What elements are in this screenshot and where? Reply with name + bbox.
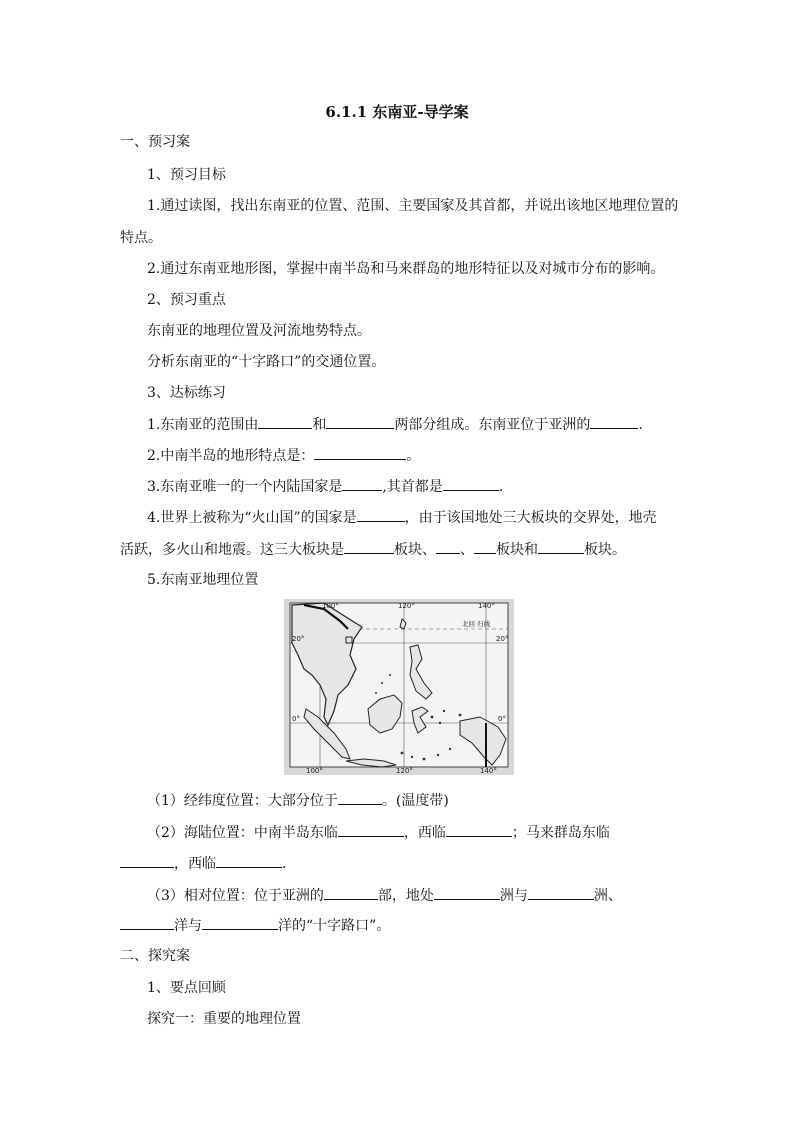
sub-question-2-line-b: ，西临 . bbox=[120, 853, 286, 874]
map-label: 20° bbox=[292, 635, 305, 643]
sub-question-3-line-a: （3）相对位置：位于亚洲的 部，地处 洲与 洲、 bbox=[147, 885, 622, 906]
subheading-practice: 3、达标练习 bbox=[147, 385, 226, 401]
blank[interactable] bbox=[342, 476, 382, 491]
blank[interactable] bbox=[474, 539, 496, 554]
question-1: 1.东南亚的范围由 和 两部分组成。东南亚位于亚洲的 . bbox=[147, 414, 643, 435]
focus-2: 分析东南亚的“十字路口”的交通位置。 bbox=[147, 354, 386, 370]
blank[interactable] bbox=[258, 414, 312, 429]
page-title: 6.1.1 东南亚-导学案 bbox=[325, 103, 469, 121]
blank[interactable] bbox=[216, 853, 282, 868]
question-4-line-b: 活跃，多火山和地震。这三大板块是 板块、 、 板块和 板块。 bbox=[120, 539, 626, 560]
map-label: 140° bbox=[478, 602, 495, 610]
subheading-goals: 1、预习目标 bbox=[147, 167, 226, 183]
blank[interactable] bbox=[202, 915, 278, 930]
hainan bbox=[346, 637, 352, 643]
map-label: 0° bbox=[498, 715, 506, 723]
question-4-line-a: 4.世界上被称为“火山国”的国家是 ，由于该国地处三大板块的交界处，地壳 bbox=[147, 507, 657, 528]
map-label: 100° bbox=[306, 767, 323, 775]
map-label: 140° bbox=[480, 767, 497, 775]
sub-question-3-line-b: 洋与 洋的“十字路口”。 bbox=[120, 915, 390, 936]
blank[interactable] bbox=[443, 476, 499, 491]
subheading-focus: 2、预习重点 bbox=[147, 292, 226, 308]
goal-1-line-b: 特点。 bbox=[120, 230, 162, 246]
map-label: 0° bbox=[292, 715, 300, 723]
southeast-asia-map bbox=[284, 599, 514, 775]
blank[interactable] bbox=[120, 853, 174, 868]
blank[interactable] bbox=[357, 507, 405, 522]
question-3: 3.东南亚唯一的一个内陆国家是 ,其首都是 . bbox=[147, 476, 503, 497]
map-label: 100° bbox=[322, 602, 339, 610]
blank[interactable] bbox=[338, 822, 404, 837]
explore-1: 探究一：重要的地理位置 bbox=[147, 1011, 301, 1027]
focus-1: 东南亚的地理位置及河流地势特点。 bbox=[147, 323, 371, 339]
map-label: 20° bbox=[496, 635, 509, 643]
question-5: 5.东南亚地理位置 bbox=[147, 572, 259, 588]
blank[interactable] bbox=[528, 885, 594, 900]
blank[interactable] bbox=[434, 885, 500, 900]
blank[interactable] bbox=[338, 790, 382, 805]
blank[interactable] bbox=[590, 414, 638, 429]
blank[interactable] bbox=[324, 885, 378, 900]
goal-1-line-a: 1.通过读图，找出东南亚的位置、范围、主要国家及其首都，并说出该地区地理位置的 bbox=[147, 198, 679, 214]
map-label: 120° bbox=[396, 767, 413, 775]
sub-question-1: （1）经纬度位置：大部分位于 。(温度带) bbox=[147, 790, 449, 811]
map-label: 北回 归线 bbox=[462, 620, 491, 628]
blank[interactable] bbox=[446, 822, 512, 837]
section-heading-explore: 二、探究案 bbox=[120, 948, 190, 964]
subheading-review: 1、要点回顾 bbox=[147, 980, 226, 996]
blank[interactable] bbox=[436, 539, 460, 554]
section-heading-preview: 一、预习案 bbox=[120, 134, 190, 150]
goal-2: 2.通过东南亚地形图，掌握中南半岛和马来群岛的地形特征以及对城市分布的影响。 bbox=[147, 261, 665, 277]
blank[interactable] bbox=[538, 539, 584, 554]
blank[interactable] bbox=[326, 414, 394, 429]
question-2: 2.中南半岛的地形特点是： 。 bbox=[147, 445, 420, 466]
sub-question-2-line-a: （2）海陆位置：中南半岛东临 ，西临 ；马来群岛东临 bbox=[147, 822, 610, 843]
blank[interactable] bbox=[314, 445, 406, 460]
blank[interactable] bbox=[344, 539, 394, 554]
blank[interactable] bbox=[120, 915, 174, 930]
map-label: 120° bbox=[398, 602, 415, 610]
